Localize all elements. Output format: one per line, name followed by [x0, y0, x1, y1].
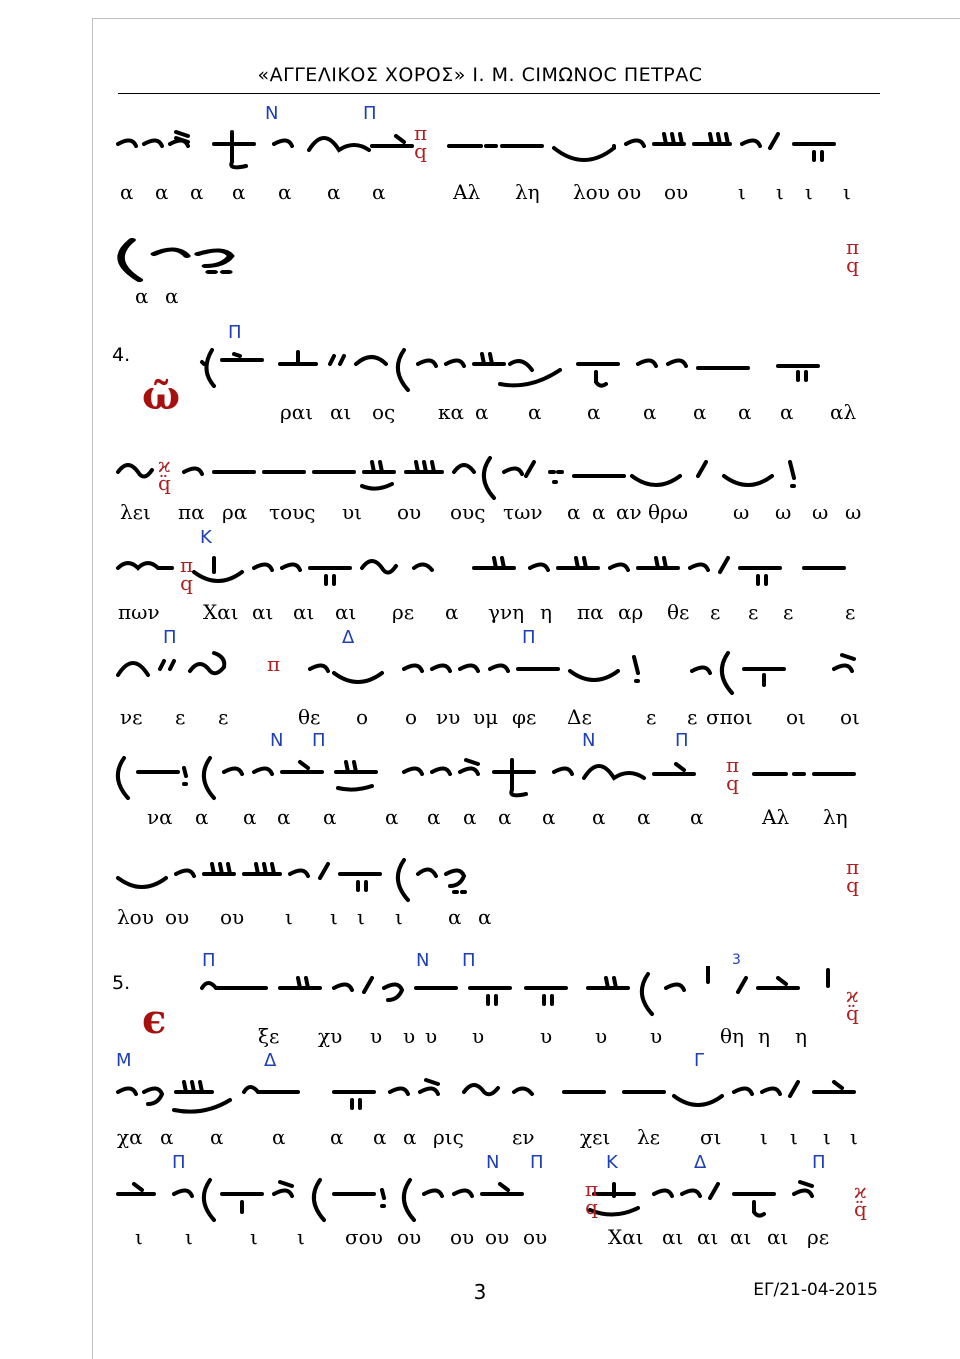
syllable: χυ [318, 1024, 343, 1048]
fthora-sign [726, 753, 740, 795]
syllable: ι [330, 905, 338, 929]
syllable: α [592, 805, 606, 829]
martyria-sign: Ν [486, 1152, 500, 1173]
fthora-lower: q̈ [846, 1001, 859, 1025]
syllable: αι [767, 1225, 789, 1249]
syllable: α [160, 1125, 174, 1149]
syllable: α [278, 180, 292, 204]
fthora-upper: ϰ [854, 1179, 867, 1203]
syllable: λη [823, 805, 848, 829]
martyria-sign: Π [172, 1152, 186, 1173]
syllable: Αλ [453, 180, 481, 204]
syllable: να [147, 805, 173, 829]
martyria-sign: Π [530, 1152, 544, 1173]
syllable: ου [664, 180, 689, 204]
syllable: ε [845, 600, 856, 624]
syllable: ι [135, 1225, 143, 1249]
syllable: ραι [280, 400, 314, 424]
syllable: ου [220, 905, 245, 929]
martyria-sign: Π [522, 627, 536, 648]
martyria-sign: Γ [694, 1050, 705, 1071]
syllable: λου [573, 180, 610, 204]
syllable: ι [776, 180, 784, 204]
syllable: α [738, 400, 752, 424]
syllable: α [373, 1125, 387, 1149]
syllable: α [385, 805, 399, 829]
neume-staff [114, 1172, 880, 1224]
syllable: α [232, 180, 246, 204]
syllable: ε [646, 705, 657, 729]
initial-letter: ῶ [142, 372, 181, 419]
neume-staff [114, 450, 880, 502]
neume-staff [198, 342, 880, 394]
syllable: ι [760, 1125, 768, 1149]
fthora-upper: π [726, 753, 740, 777]
syllable: ι [823, 1125, 831, 1149]
martyria-sign: Π [228, 322, 242, 343]
page-number: 3 [473, 1280, 487, 1304]
syllable: Δε [567, 705, 592, 729]
syllable: χα [117, 1125, 143, 1149]
neume-staff [114, 232, 260, 284]
syllable: υ [403, 1024, 416, 1048]
neume-staff [114, 645, 880, 697]
syllable: α [637, 805, 651, 829]
header-rule [118, 93, 880, 94]
fthora-upper: ϰ [846, 983, 859, 1007]
syllable: ι [395, 905, 403, 929]
syllable: α [327, 180, 341, 204]
syllable: α [475, 400, 489, 424]
syllable: ι [285, 905, 293, 929]
syllable: λου [117, 905, 154, 929]
syllable: αι [252, 600, 274, 624]
syllable: οι [786, 705, 806, 729]
syllable: ι [790, 1125, 798, 1149]
syllable: ου [397, 500, 422, 524]
syllable: πα [577, 600, 604, 624]
syllable: ε [218, 705, 229, 729]
fthora-lower: q [846, 873, 859, 897]
fthora-upper: ϰ [158, 453, 171, 477]
syllable: υ [370, 1024, 383, 1048]
syllable: ω [775, 500, 792, 524]
fthora-sign [585, 1177, 599, 1219]
martyria-sign: Π [163, 627, 177, 648]
syllable: ξε [258, 1024, 280, 1048]
syllable: η [758, 1024, 770, 1048]
syllable: σου [345, 1225, 383, 1249]
syllable: α [445, 600, 459, 624]
syllable: ι [738, 180, 746, 204]
syllable: αι [730, 1225, 752, 1249]
syllable: ρε [392, 600, 415, 624]
martyria-sign: Ν [270, 730, 284, 751]
syllable: των [503, 500, 543, 524]
syllable: α [243, 805, 257, 829]
syllable: ι [850, 1125, 858, 1149]
martyria-sign: Κ [200, 527, 212, 548]
syllable: η [795, 1024, 807, 1048]
syllable: Χαι [608, 1225, 644, 1249]
syllable: ου [485, 1225, 510, 1249]
syllable: α [403, 1125, 417, 1149]
fthora-upper: π [414, 121, 428, 145]
syllable: ε [748, 600, 759, 624]
syllable: υ [540, 1024, 553, 1048]
syllable: ι [357, 905, 365, 929]
fthora-lower: q [414, 139, 427, 163]
syllable: τους [269, 500, 316, 524]
fthora-lower: q [585, 1195, 598, 1219]
syllable: α [587, 400, 601, 424]
fthora-sign [846, 983, 859, 1025]
syllable: υ [472, 1024, 485, 1048]
syllable: α [498, 805, 512, 829]
syllable: α [690, 805, 704, 829]
syllable: θε [298, 705, 321, 729]
fthora-lower: q̈ [158, 471, 171, 495]
martyria-sign: Δ [694, 1152, 707, 1173]
syllable: α [190, 180, 204, 204]
syllable: Χαι [203, 600, 239, 624]
syllable: ου [523, 1225, 548, 1249]
syllable: α [155, 180, 169, 204]
syllable: υ [650, 1024, 663, 1048]
fthora-upper: π [846, 235, 860, 259]
syllable: Αλ [762, 805, 790, 829]
syllable: ι [185, 1225, 193, 1249]
syllable: ω [845, 500, 862, 524]
syllable: α [427, 805, 441, 829]
syllable: ου [397, 1225, 422, 1249]
syllable: θε [667, 600, 690, 624]
syllable: ι [250, 1225, 258, 1249]
syllable: ι [805, 180, 813, 204]
martyria-sign: Ν [265, 103, 279, 124]
syllable: η [540, 600, 552, 624]
fthora-lower: q [180, 571, 193, 595]
syllable: ε [687, 705, 698, 729]
syllable: χει [580, 1125, 611, 1149]
syllable: α [643, 400, 657, 424]
fthora-sign [846, 235, 860, 277]
syllable: α [135, 284, 149, 308]
fthora-upper: π [180, 553, 194, 577]
syllable: οι [840, 705, 860, 729]
syllable: α [463, 805, 477, 829]
fthora-upper: π [846, 855, 860, 879]
syllable: σποι [706, 705, 753, 729]
fthora-sign [267, 652, 281, 676]
neume-staff [114, 122, 880, 174]
neume-staff [198, 966, 880, 1018]
martyria-sign: Μ [116, 1050, 132, 1071]
syllable: α [528, 400, 542, 424]
syllable: πων [118, 600, 160, 624]
page-header: «ΑΓΓΕΛΙΚΟΣ ΧΟΡΟΣ» Ι. Μ. CΙΜΩΝΟC ΠΕΤΡΑC [257, 64, 703, 86]
syllable: ι [297, 1225, 305, 1249]
syllable: υι [342, 500, 362, 524]
martyria-sign: Π [675, 730, 689, 751]
syllable: λη [515, 180, 540, 204]
fthora-sign [414, 121, 428, 163]
syllable: αι [330, 400, 352, 424]
syllable: ω [812, 500, 829, 524]
syllable: α [195, 805, 209, 829]
martyria-sign: Π [462, 950, 476, 971]
syllable: α [277, 805, 291, 829]
fthora-lower: q [726, 771, 739, 795]
martyria-sign: Κ [606, 1152, 618, 1173]
syllable: ε [175, 705, 186, 729]
martyria-sign: Π [812, 1152, 826, 1173]
syllable: θρω [648, 500, 689, 524]
syllable: ε [783, 600, 794, 624]
syllable: α [448, 905, 462, 929]
fthora-upper: π [267, 652, 281, 676]
fthora-lower: q [846, 253, 859, 277]
syllable: ρις [433, 1125, 464, 1149]
martyria-sign: Π [202, 950, 216, 971]
syllable: αρ [618, 600, 644, 624]
fthora-sign [180, 553, 194, 595]
martyria-sign: 3 [732, 952, 741, 968]
syllable: υ [425, 1024, 438, 1048]
syllable: αι [697, 1225, 719, 1249]
syllable: α [323, 805, 337, 829]
syllable: αν [616, 500, 642, 524]
verse-number: 5. [112, 972, 131, 994]
syllable: λε [637, 1125, 661, 1149]
syllable: εν [512, 1125, 535, 1149]
syllable: α [372, 180, 386, 204]
syllable: υμ [473, 705, 499, 729]
syllable: ρε [807, 1225, 830, 1249]
syllable: ρα [222, 500, 248, 524]
syllable: α [210, 1125, 224, 1149]
syllable: αλ [830, 400, 857, 424]
syllable: α [120, 180, 134, 204]
fthora-sign [846, 855, 860, 897]
verse-number: 4. [112, 344, 131, 366]
syllable: φε [512, 705, 537, 729]
syllable: ο [356, 705, 369, 729]
syllable: αι [335, 600, 357, 624]
martyria-sign: Ν [416, 950, 430, 971]
syllable: ου [450, 1225, 475, 1249]
syllable: ι [843, 180, 851, 204]
syllable: νυ [436, 705, 461, 729]
syllable: α [780, 400, 794, 424]
fthora-sign [854, 1179, 867, 1221]
syllable: αι [662, 1225, 684, 1249]
syllable: σι [700, 1125, 722, 1149]
syllable: νε [120, 705, 143, 729]
syllable: α [567, 500, 581, 524]
martyria-sign: Δ [264, 1050, 277, 1071]
syllable: γνη [488, 600, 525, 624]
syllable: α [478, 905, 492, 929]
neume-staff [114, 852, 520, 904]
syllable: ο [405, 705, 418, 729]
neume-staff [114, 750, 880, 802]
neume-staff [114, 1070, 880, 1122]
fthora-lower: q̈ [854, 1197, 867, 1221]
syllable: ου [165, 905, 190, 929]
syllable: α [542, 805, 556, 829]
syllable: α [330, 1125, 344, 1149]
syllable: πα [178, 500, 205, 524]
fthora-sign [158, 453, 171, 495]
syllable: λει [120, 500, 151, 524]
syllable: ω [733, 500, 750, 524]
syllable: ος [372, 400, 396, 424]
martyria-sign: Π [363, 103, 377, 124]
syllable: α [693, 400, 707, 424]
syllable: ους [450, 500, 486, 524]
neume-staff [114, 546, 880, 598]
fthora-upper: π [585, 1177, 599, 1201]
syllable: κα [438, 400, 465, 424]
syllable: υ [595, 1024, 608, 1048]
initial-letter: ϵ [142, 996, 167, 1043]
syllable: ου [617, 180, 642, 204]
martyria-sign: Π [312, 730, 326, 751]
martyria-sign: Ν [582, 730, 596, 751]
syllable: α [592, 500, 606, 524]
syllable: θη [720, 1024, 745, 1048]
syllable: ε [710, 600, 721, 624]
footer-date: ΕΓ/21-04-2015 [753, 1280, 878, 1300]
syllable: α [272, 1125, 286, 1149]
syllable: αι [293, 600, 315, 624]
martyria-sign: Δ [342, 627, 355, 648]
syllable: α [165, 284, 179, 308]
